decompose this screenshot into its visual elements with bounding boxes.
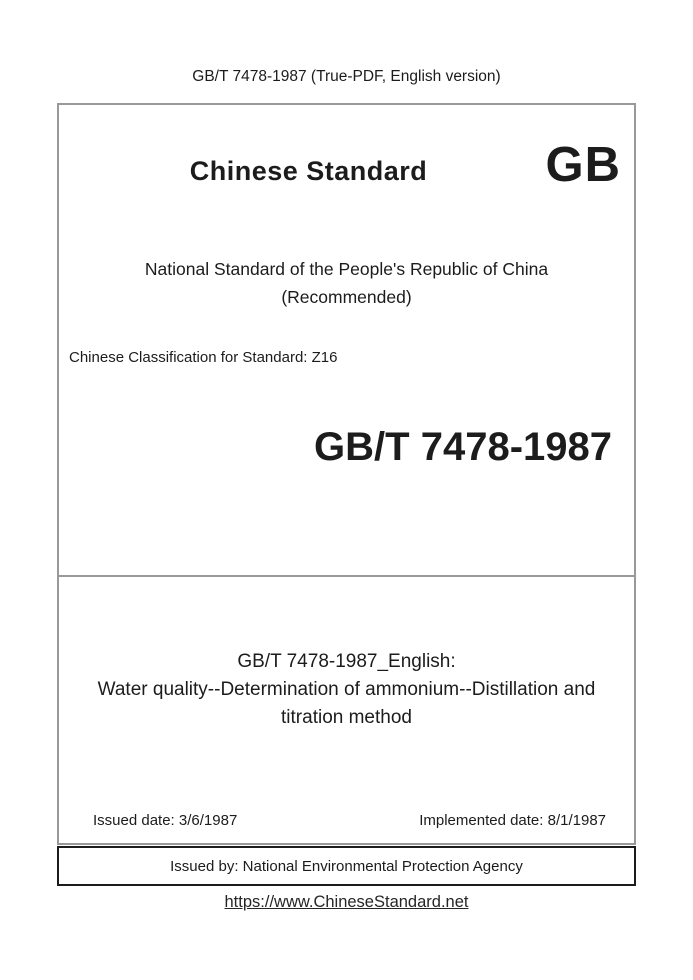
national-standard-subtitle <box>59 255 634 311</box>
national-standard-line: National Standard of the People's Republic of China <box>144 259 549 279</box>
gb-logo: GB <box>545 138 621 192</box>
english-title-line-3: titration method <box>281 707 412 728</box>
section-divider <box>57 575 636 577</box>
footer <box>0 891 693 913</box>
recommended-line: (Recommended) <box>281 287 412 307</box>
issuer-text: Issued by: National Environmental Protection Agency <box>170 857 523 875</box>
standard-number: GB/T 7478-1987 <box>314 425 612 469</box>
issued-date: Issued date: 3/6/1987 <box>93 812 238 829</box>
classification-line: Chinese Classification for Standard: Z16 <box>69 349 338 366</box>
english-title-line-2: Water quality--Determination of ammonium--Distillation and <box>97 679 596 700</box>
cover-box <box>57 103 636 845</box>
page-header-text: GB/T 7478-1987 (True-PDF, English version) <box>192 68 501 85</box>
site-link[interactable]: https://www.ChineseStandard.net <box>224 893 469 911</box>
english-title-line-1: GB/T 7478-1987_English: <box>237 651 456 672</box>
implemented-date: Implemented date: 8/1/1987 <box>419 812 606 829</box>
brand-title: Chinese Standard <box>189 156 428 186</box>
dates-row <box>93 810 606 832</box>
english-title-block <box>59 648 634 732</box>
issuer-box <box>57 846 636 886</box>
